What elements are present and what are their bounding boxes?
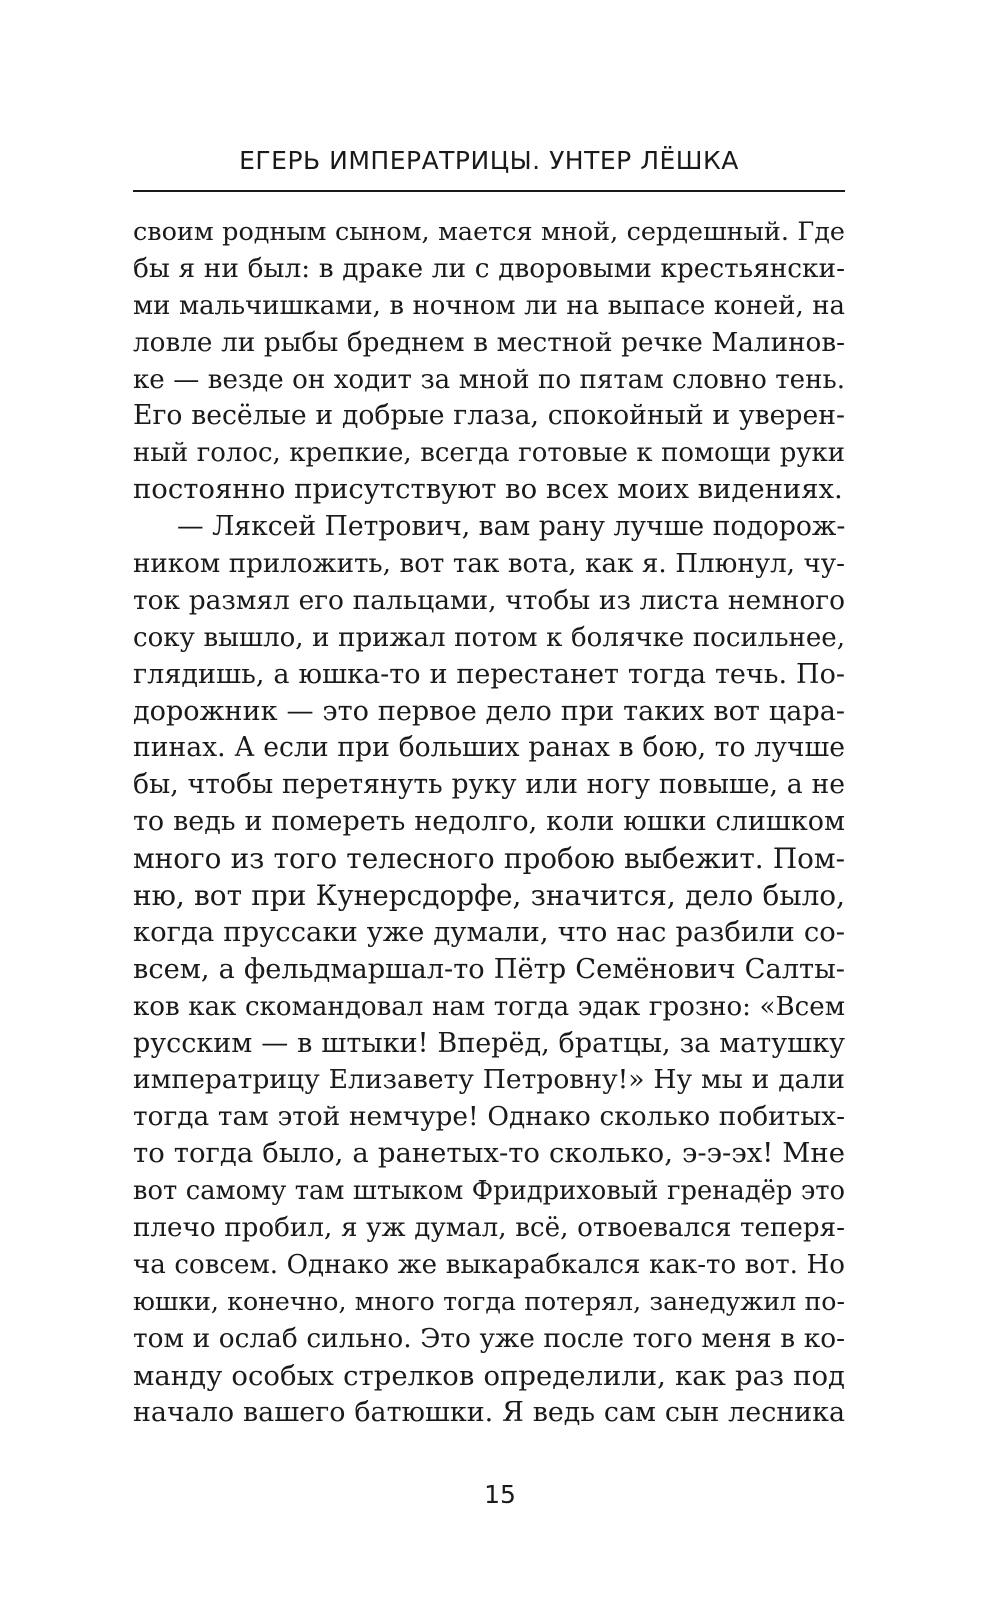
text-line: много из того телесного пробою выбежит. Пом- bbox=[133, 842, 845, 876]
text-line: русским — в штыки! Вперёд, братцы, за матушку bbox=[133, 1027, 845, 1059]
text-line: ный голос, крепкие, всегда готовые к помощи руки bbox=[133, 438, 845, 469]
text-line: пинах. А если при больших ранах в бою, то лучше bbox=[133, 732, 845, 764]
text-line: ником приложить, вот так вота, как я. Плюнул, чу- bbox=[133, 549, 845, 580]
text-line: глядишь, а юшка-то и перестанет тогда течь. По- bbox=[133, 658, 845, 690]
text-line: манду особых стрелков определили, как раз под bbox=[133, 1359, 845, 1392]
body-text bbox=[133, 214, 845, 1431]
text-line: бы я ни был: в драке ли с дворовыми крестьянски- bbox=[133, 253, 845, 284]
text-line: то ведь и помереть недолго, коли юшки слишком bbox=[133, 806, 845, 838]
text-line: вот самому там штыком Фридриховый гренадёр это bbox=[133, 1176, 845, 1207]
text-line: ча совсем. Однако же выкарабкался как-то вот. Но bbox=[133, 1249, 845, 1280]
text-line: ми мальчишками, в ночном ли на выпасе коней, на bbox=[133, 290, 845, 321]
text-line: когда пруссаки уже думали, что нас разбили со- bbox=[133, 916, 845, 948]
text-line: всем, а фельдмаршал-то Пётр Семёнович Салты- bbox=[133, 953, 845, 985]
text-line: ке — везде он ходит за мной по пятам словно тень. bbox=[133, 364, 845, 395]
text-line: ток размял его пальцами, чтобы из листа немного bbox=[133, 584, 845, 616]
text-line: императрицу Елизавету Петровну!» Ну мы и дали bbox=[133, 1064, 845, 1096]
page-number: 15 bbox=[484, 1480, 516, 1509]
text-line: тогда там этой немчуре! Однако сколько побитых- bbox=[133, 1102, 845, 1133]
book-title: ЕГЕРЬ ИМПЕРАТРИЦЫ. УНТЕР ЛЁШКА bbox=[239, 146, 739, 175]
text-line: ков как скомандовал нам тогда эдак грозно: «Всем bbox=[133, 991, 845, 1022]
text-line: постоянно присутствуют во всех моих видениях. bbox=[133, 474, 843, 506]
paragraph bbox=[133, 509, 845, 1431]
text-line: юшки, конечно, много тогда потерял, занедужил по- bbox=[133, 1286, 845, 1316]
text-line: соку вышло, и прижал потом к болячке посильнее, bbox=[133, 622, 845, 653]
text-line: бы, чтобы перетянуть руку или ногу повыше, а не bbox=[133, 769, 845, 801]
text-line: том и ослаб сильно. Это уже после того меня в ко- bbox=[133, 1323, 845, 1354]
paragraph bbox=[133, 214, 845, 509]
text-line: — Ляксей Петрович, вам рану лучше подорож- bbox=[177, 511, 846, 543]
text-line: плечо пробил, я уж думал, всё, отвоевался теперя- bbox=[133, 1213, 845, 1244]
text-line: дорожник — это первое дело при таких вот цара- bbox=[133, 695, 845, 727]
text-line: начало вашего батюшки. Я ведь сам сын лесника bbox=[133, 1396, 845, 1428]
running-header bbox=[133, 146, 845, 192]
text-line: ню, вот при Кунерсдорфе, значится, дело было, bbox=[133, 879, 845, 913]
text-line: ловле ли рыбы бреднем в местной речке Малинов- bbox=[133, 327, 845, 358]
text-line: своим родным сыном, мается мной, сердешный. Где bbox=[133, 217, 845, 247]
text-line: то тогда было, а ранетых-то сколько, э-э-эх! Мне bbox=[133, 1138, 845, 1170]
text-line: Его весёлые и добрые глаза, спокойный и уверен- bbox=[133, 400, 845, 432]
